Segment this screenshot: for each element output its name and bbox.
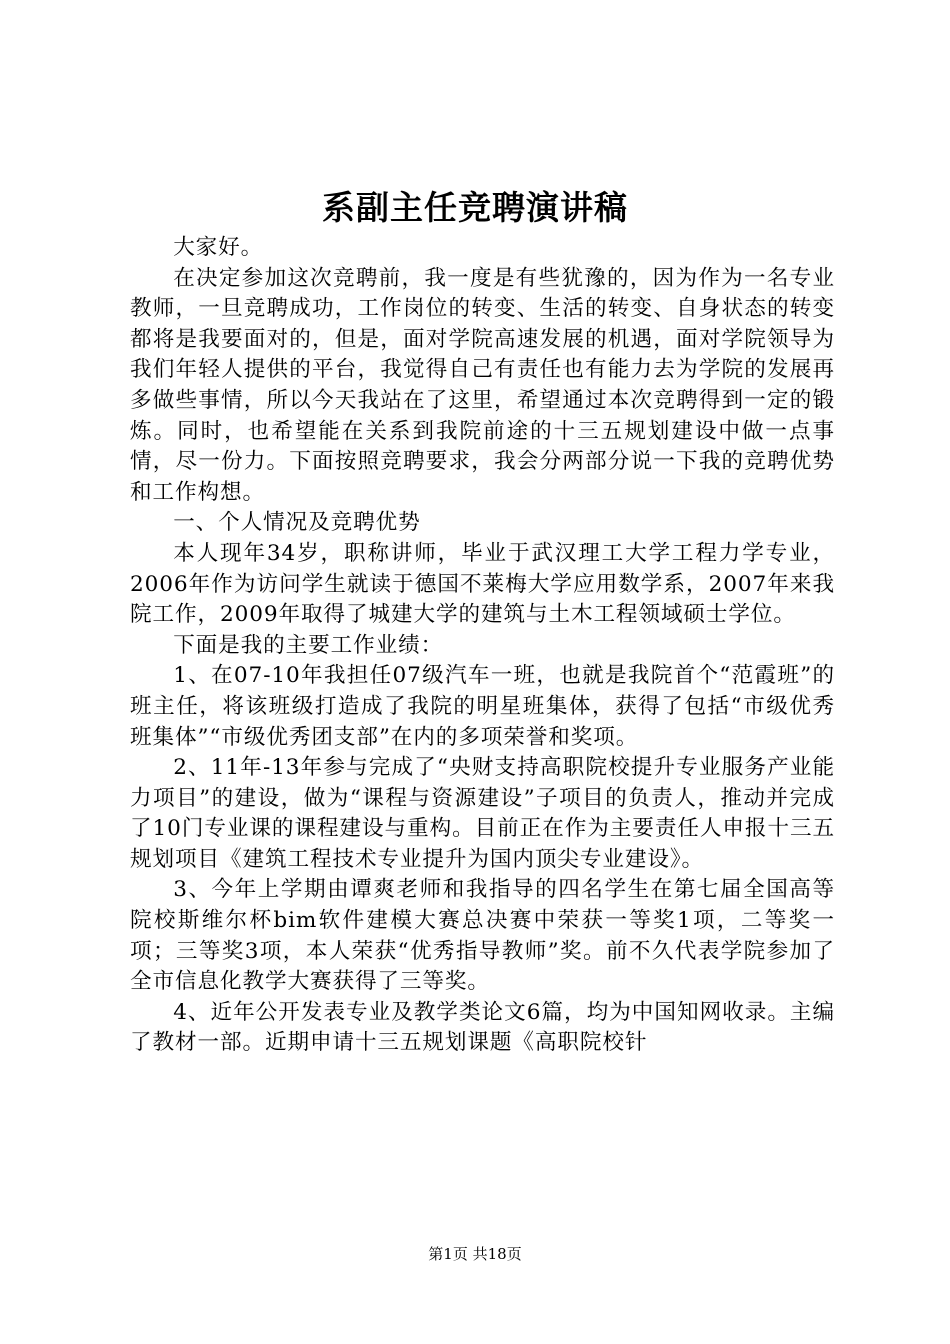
page-number-footer: 第1页 共18页 xyxy=(428,1245,522,1263)
paragraph-greeting: 大家好。 xyxy=(173,235,264,260)
paragraph-background: 本人现年34岁，职称讲师，毕业于武汉理工大学工程力学专业，2006年作为访问学生就读于德国不莱梅大学应用数学系，2007年来我院工作，2009年取得了城建大学的建筑与土木工程领域硕士学位。 xyxy=(130,540,835,628)
document-title: 系副主任竞聘演讲稿 xyxy=(322,188,628,227)
paragraph-achievement-4: 4、近年公开发表专业及教学类论文6篇，均为中国知网收录。主编了教材一部。近期申请十三五规划课题《高职院校针 xyxy=(130,999,835,1056)
paragraph-achievement-2: 2、11年-13年参与完成了“央财支持高职院校提升专业服务产业能力项目”的建设，做为“课程与资源建设”子项目的负责人，推动并完成了10门专业课的课程建设与重构。目前正在作为主要责任人申报十三五规划项目《建筑工程技术专业提升为国内顶尖专业建设》。 xyxy=(130,755,835,872)
paragraph-achievement-3: 3、今年上学期由谭爽老师和我指导的四名学生在第七届全国高等院校斯维尔杯bim软件建模大赛总决赛中荣获一等奖1项，二等奖一项；三等奖3项，本人荣获“优秀指导教师”奖。前不久代表学院参加了全市信息化教学大赛获得了三等奖。 xyxy=(130,877,835,995)
paragraph-intro: 在决定参加这次竞聘前，我一度是有些犹豫的，因为作为一名专业教师，一旦竞聘成功，工作岗位的转变、生活的转变、自身状态的转变都将是我要面对的，但是，面对学院高速发展的机遇，面对学院领导为我们年轻人提供的平台，我觉得自己有责任也有能力去为学院的发展再多做些事情，所以今天我站在了这里，希望通过本次竞聘得到一定的锻炼。同时，也希望能在关系到我院前途的十三五规划建设中做一点事情，尽一份力。下面按照竞聘要求，我会分两部分说一下我的竞聘优势和工作构想。 xyxy=(130,265,835,505)
section-heading-personal: 一、个人情况及竞聘优势 xyxy=(173,510,421,536)
paragraph-achievement-1: 1、在07-10年我担任07级汽车一班，也就是我院首个“范霞班”的班主任，将该班级打造成了我院的明星班集体，获得了包括“市级优秀班集体”“市级优秀团支部”在内的多项荣誉和奖项。 xyxy=(130,663,835,750)
document-body xyxy=(130,233,835,1059)
paragraph-achievements-intro: 下面是我的主要工作业绩： xyxy=(173,632,444,658)
